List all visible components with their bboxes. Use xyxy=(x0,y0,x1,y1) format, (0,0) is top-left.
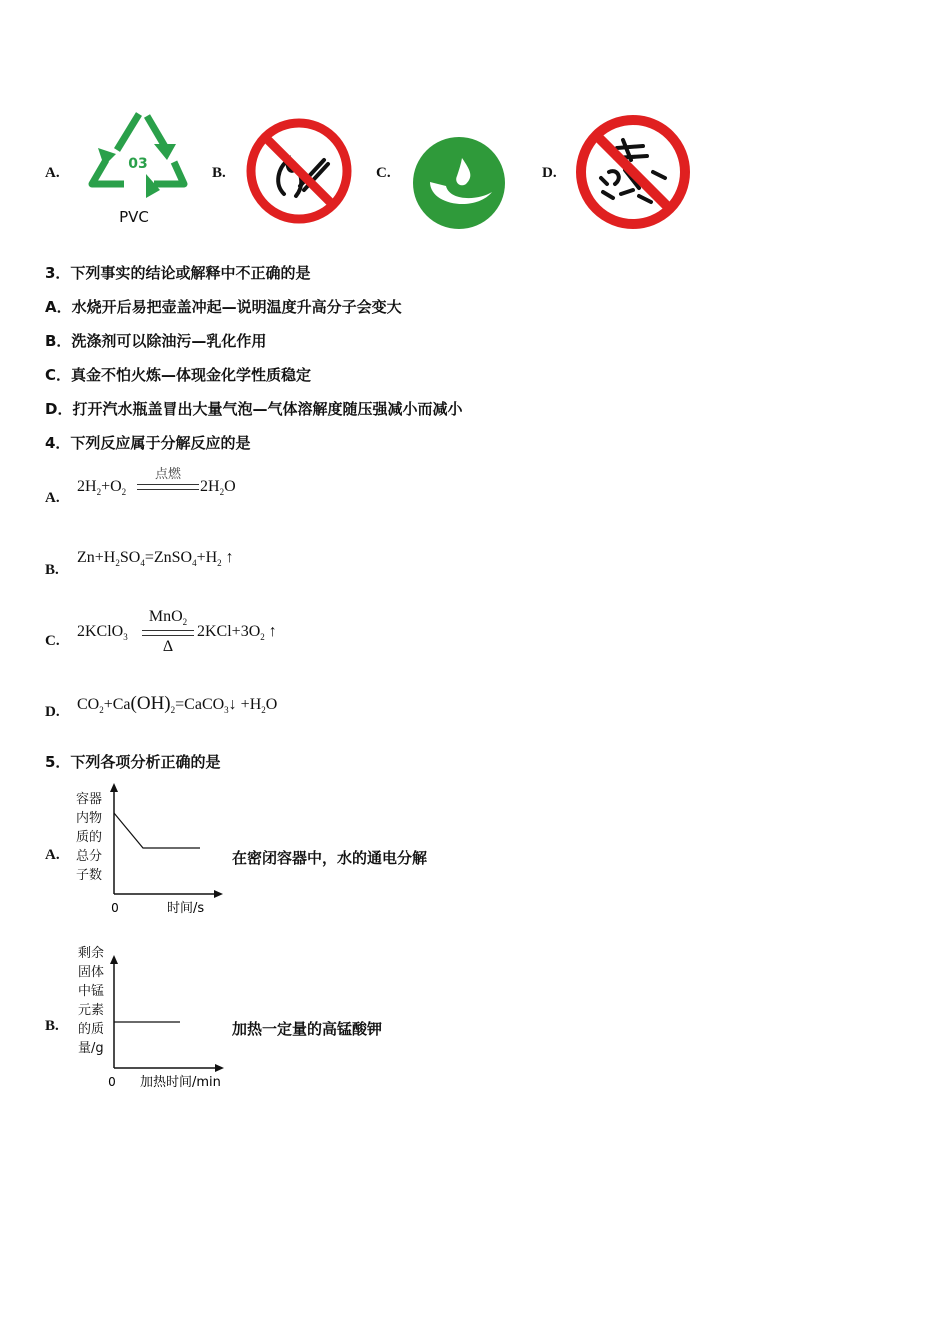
q4-option-c-letter: C. xyxy=(45,633,60,649)
q3-option-a: A．水烧开后易把壶盖冲起—说明温度升高分子会变大 xyxy=(45,298,402,316)
no-fire-sign-icon xyxy=(244,116,354,226)
q5-a-x-axis-label: 时间/s xyxy=(167,901,205,916)
q5-b-x-axis-label: 加热时间/min xyxy=(140,1075,221,1090)
q5-a-origin: 0 xyxy=(111,901,119,915)
q4-stem: 4．下列反应属于分解反应的是 xyxy=(45,434,251,452)
recycle-number: 03 xyxy=(128,156,148,172)
q4-equation-b: $Zn+H_2SO_4=ZnSO_4+H_2$ ↑ xyxy=(77,549,234,568)
q2-option-c-letter: C. xyxy=(376,165,391,181)
q4-c-equals-sign xyxy=(142,630,194,636)
q5-b-graph xyxy=(104,950,234,1095)
recycle-pvc-icon xyxy=(84,102,194,230)
q4-equation-c-lhs: 2KClO$_3$ xyxy=(77,623,128,642)
q5-option-b-letter: B. xyxy=(45,1018,59,1034)
q4-a-condition: 点燃 xyxy=(154,466,181,481)
q3-option-b: B．洗涤剂可以除油污—乳化作用 xyxy=(45,332,267,350)
q4-equation-a: $2H_2+O_2$ xyxy=(77,478,127,497)
q4-option-a-letter: A. xyxy=(45,490,60,506)
q2-option-d-letter: D. xyxy=(542,165,557,181)
q4-equation-c-rhs: $2KCl+3O_2$ ↑ xyxy=(197,623,277,642)
q4-a-equals-sign xyxy=(137,484,199,490)
q2-option-b-letter: B. xyxy=(212,165,226,181)
q4-c-catalyst: MnO$_2$ xyxy=(148,608,188,628)
q4-option-b-letter: B. xyxy=(45,562,59,578)
q3-option-d: D．打开汽水瓶盖冒出大量气泡—气体溶解度随压强减小而减小 xyxy=(45,400,463,418)
no-logging-sign-icon xyxy=(573,112,693,232)
q5-a-y-axis-label: 容器 内物 质的 总分 子数 xyxy=(76,792,103,883)
q5-b-description: 加热一定量的高锰酸钾 xyxy=(232,1020,383,1038)
water-saving-sign-icon xyxy=(410,134,508,232)
q4-equation-a-rhs: $2H_2O$ xyxy=(200,478,236,497)
q4-equation-d: $CO_2+Ca(OH)_2=CaCO_3↓ +H_2O$ xyxy=(77,693,278,715)
q5-option-a-letter: A. xyxy=(45,847,60,863)
q5-stem: 5．下列各项分析正确的是 xyxy=(45,753,221,771)
q3-stem: 3．下列事实的结论或解释中不正确的是 xyxy=(45,264,311,282)
q2-option-a-letter: A. xyxy=(45,165,60,181)
q3-option-c: C．真金不怕火炼—体现金化学性质稳定 xyxy=(45,366,312,384)
recycle-caption: PVC xyxy=(119,208,149,226)
q4-option-d-letter: D. xyxy=(45,704,60,720)
q4-c-heat: Δ xyxy=(162,638,174,655)
q5-b-origin: 0 xyxy=(108,1075,116,1089)
q5-a-graph xyxy=(105,780,230,920)
q5-b-y-axis-label: 剩余 固体 中锰 元素 的质 量/g xyxy=(78,946,105,1056)
q5-a-description: 在密闭容器中，水的通电分解 xyxy=(232,849,428,867)
